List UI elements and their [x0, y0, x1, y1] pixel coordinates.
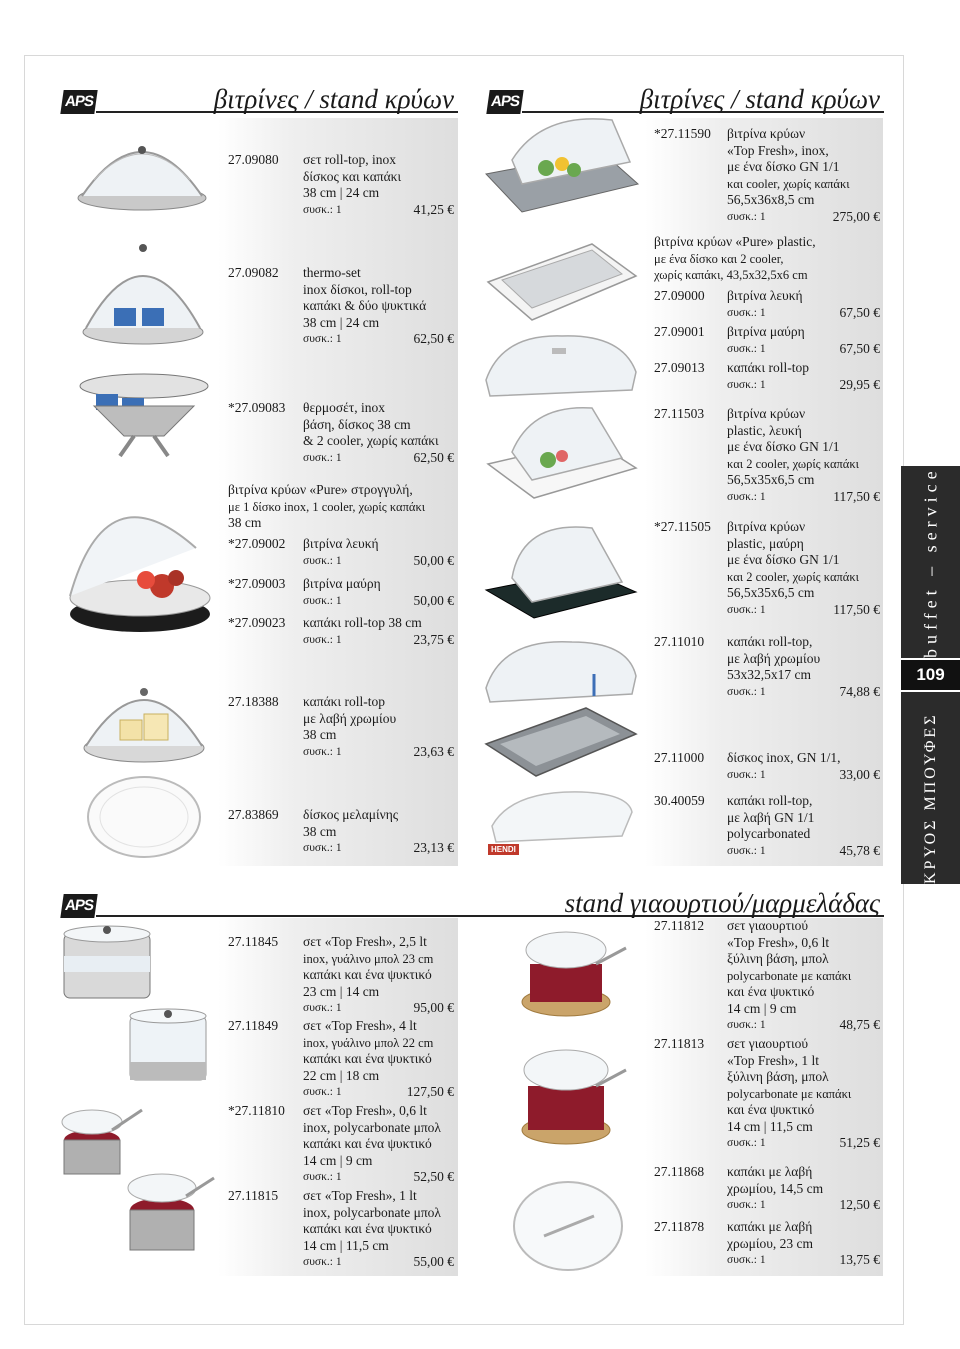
desc-line: 14 cm | 9 cm	[727, 1000, 797, 1016]
desc-line: καπάκι με λαβή	[727, 1219, 813, 1234]
desc-line: βιτρίνα κρύων	[727, 519, 806, 534]
desc-line: 22 cm | 18 cm	[303, 1067, 380, 1083]
product-description	[303, 1018, 454, 1101]
price: 23,63 €	[413, 743, 454, 759]
desc-line: 38 cm	[303, 727, 337, 742]
product-code: 27.11000	[654, 750, 705, 765]
intro-line: με ένα δίσκο και 2 cooler,	[654, 251, 784, 266]
product-code: *27.09023	[228, 615, 286, 630]
desc-line: βάση, δίσκος 38 cm	[303, 416, 411, 432]
product-description	[303, 1188, 454, 1271]
desc-line: βιτρίνα μαύρη	[303, 576, 381, 591]
price: 127,50 €	[406, 1084, 454, 1099]
product-code: 27.11815	[228, 1188, 279, 1203]
desc-line: βιτρίνα λευκή	[727, 288, 803, 303]
side-tab-greek: ΚΡΥΟΣ ΜΠΟΥΦΕΣ	[922, 712, 939, 884]
price-row	[727, 305, 880, 322]
unit-label: συσκ.: 1	[727, 768, 766, 781]
price: 48,75 €	[839, 1017, 880, 1032]
product-code: *27.11505	[654, 519, 711, 534]
price: 12,50 €	[839, 1197, 880, 1212]
product-code: *27.09003	[228, 576, 286, 591]
polycarbonate-lid-shape	[482, 786, 640, 846]
price-row	[303, 331, 454, 348]
price-row	[303, 744, 454, 761]
price: 62,50 €	[413, 449, 454, 465]
desc-line: polycarbonate με καπάκι	[727, 1086, 852, 1101]
desc-line: βιτρίνα κρύων	[727, 126, 806, 141]
desc-line: και ένα ψυκτικό	[727, 984, 815, 999]
product-description	[303, 152, 454, 218]
intro-line: βιτρίνα κρύων «Pure» στρογγυλή,	[228, 482, 413, 497]
desc-line: βιτρίνα κρύων	[727, 406, 806, 421]
product-code: 27.09001	[654, 324, 705, 339]
desc-line: με λαβή GN 1/1	[727, 809, 815, 825]
price: 67,50 €	[839, 340, 880, 356]
product-code: *27.11590	[654, 126, 711, 141]
desc-line: inox, γυάλινο μπολ 22 cm	[303, 1035, 434, 1050]
desc-line: ξύλινη βάση, μπολ	[727, 951, 829, 966]
product-description	[303, 1103, 454, 1186]
desc-line: 38 cm | 24 cm	[303, 314, 380, 330]
desc-line: σετ «Top Fresh», 2,5 lt	[303, 934, 427, 949]
unit-label: συσκ.: 1	[727, 1254, 766, 1266]
price: 62,50 €	[413, 331, 454, 346]
pure-round-display-image	[66, 488, 214, 648]
unit-label: συσκ.: 1	[303, 451, 342, 464]
yoghurt-set-1lt-image	[512, 1040, 630, 1156]
desc-line: 56,5x35x6,5 cm	[727, 585, 815, 600]
price-row	[727, 209, 880, 226]
desc-line: polycarbonated	[727, 826, 811, 841]
desc-line: και 2 cooler, χωρίς καπάκι	[727, 456, 860, 471]
desc-line: καπάκι roll-top,	[727, 793, 813, 808]
roll-top-chrome-lid-image	[80, 664, 208, 768]
price-row	[727, 341, 880, 358]
price-row	[303, 840, 454, 857]
price: 275,00 €	[832, 208, 880, 224]
price: 52,50 €	[413, 1169, 454, 1184]
desc-line: καπάκι roll-top 38 cm	[303, 615, 422, 630]
price: 45,78 €	[839, 842, 880, 858]
desc-line: σετ roll-top, inox	[303, 152, 396, 167]
desc-line: δίσκος και καπάκι	[303, 168, 402, 184]
product-description	[303, 265, 454, 348]
unit-label: συσκ.: 1	[727, 306, 766, 319]
top-fresh-4lt-image	[124, 1004, 214, 1094]
section-title: βιτρίνες / stand κρύων	[213, 84, 454, 114]
product-description	[727, 1219, 880, 1269]
unit-label: συσκ.: 1	[303, 1086, 342, 1098]
price-row	[303, 1254, 454, 1271]
unit-label: συσκ.: 1	[303, 203, 342, 216]
price-row	[303, 632, 454, 649]
intro-line: με 1 δίσκο inox, 1 cooler, χωρίς καπάκι	[228, 499, 426, 514]
price: 33,00 €	[839, 766, 880, 782]
hendi-lid-image	[482, 786, 640, 860]
desc-line: δίσκος μελαμίνης	[303, 807, 399, 822]
product-description	[303, 400, 454, 466]
melamine-tray-image	[84, 772, 204, 862]
thermo-set-base-image	[64, 362, 214, 462]
desc-line: σετ «Top Fresh», 4 lt	[303, 1018, 417, 1033]
desc-line: καπάκι με λαβή	[727, 1164, 813, 1179]
price: 41,25 €	[413, 201, 454, 217]
price: 23,75 €	[413, 631, 454, 647]
price-row	[303, 450, 454, 467]
price: 13,75 €	[839, 1252, 880, 1267]
desc-line: με λαβή χρωμίου	[303, 710, 397, 726]
desc-line: καπάκι και ένα ψυκτικό	[303, 1051, 432, 1066]
desc-line: «Top Fresh», inox,	[727, 142, 829, 158]
unit-label: συσκ.: 1	[303, 594, 342, 607]
desc-line: 14 cm | 11,5 cm	[727, 1118, 813, 1134]
product-description	[303, 934, 454, 1017]
product-code: 27.09013	[654, 360, 705, 375]
desc-line: inox, γυάλινο μπολ 23 cm	[303, 951, 434, 966]
desc-line: & 2 cooler, χωρίς καπάκι	[303, 433, 439, 448]
desc-line: 23 cm | 14 cm	[303, 983, 380, 999]
product-code: 27.09000	[654, 288, 705, 303]
product-description	[727, 1164, 880, 1214]
desc-line: σετ γιαουρτιού	[727, 918, 809, 933]
product-description	[303, 615, 454, 648]
desc-line: βιτρίνα λευκή	[303, 536, 379, 551]
desc-line: 14 cm | 11,5 cm	[303, 1237, 389, 1253]
product-description	[727, 918, 880, 1034]
unit-label: συσκ.: 1	[303, 1002, 342, 1014]
price-row	[727, 489, 880, 506]
side-tab-latin: buffet – service	[920, 466, 941, 658]
desc-line: χρωμίου, 14,5 cm	[727, 1180, 824, 1196]
price: 55,00 €	[413, 1254, 454, 1269]
desc-line: «Top Fresh», 1 lt	[727, 1052, 820, 1068]
unit-label: συσκ.: 1	[727, 603, 766, 616]
price: 95,00 €	[413, 1000, 454, 1015]
product-code: 27.11849	[228, 1018, 279, 1033]
desc-line: 38 cm	[303, 823, 337, 839]
product-code: 27.18388	[228, 694, 279, 709]
intro-line: χωρίς καπάκι, 43,5x32,5x6 cm	[654, 268, 808, 282]
price: 117,50 €	[833, 488, 880, 504]
product-description	[727, 634, 880, 700]
product-description	[727, 126, 880, 225]
desc-line: plastic, μαύρη	[727, 535, 804, 551]
price-row	[727, 602, 880, 619]
inox-gn-tray-image	[482, 704, 640, 784]
price: 50,00 €	[413, 552, 454, 568]
intro-line: βιτρίνα κρύων «Pure» plastic,	[654, 234, 816, 249]
price-row	[303, 202, 454, 219]
yoghurt-set-0-6lt-image	[512, 920, 630, 1030]
unit-label: συσκ.: 1	[727, 210, 766, 223]
desc-line: σετ γιαουρτιού	[727, 1036, 809, 1051]
desc-line: σετ «Top Fresh», 0,6 lt	[303, 1103, 427, 1118]
price-row	[303, 553, 454, 570]
desc-line: βιτρίνα μαύρη	[727, 324, 805, 339]
pure-rect-intro	[654, 234, 880, 284]
unit-label: συσκ.: 1	[303, 333, 342, 345]
product-description	[303, 576, 454, 609]
product-description	[727, 793, 880, 859]
desc-line: με ένα δίσκο GN 1/1	[727, 159, 840, 174]
price-row	[727, 1017, 880, 1034]
desc-line: 56,5x35x6,5 cm	[727, 472, 815, 487]
product-code: 27.11878	[654, 1219, 705, 1234]
desc-line: και cooler, χωρίς καπάκι	[727, 176, 850, 191]
section-title: stand γιαουρτιού/μαρμελάδας	[564, 888, 880, 918]
unit-label: συσκ.: 1	[303, 633, 342, 646]
desc-line: 14 cm | 9 cm	[303, 1152, 373, 1168]
product-code: 27.11868	[654, 1164, 705, 1179]
price-row	[303, 1084, 454, 1101]
desc-line: inox, polycarbonate μπολ	[303, 1204, 441, 1220]
page-number: 109	[901, 658, 960, 692]
pure-round-intro	[228, 482, 454, 532]
desc-line: με λαβή χρωμίου	[727, 650, 821, 666]
product-code: 30.40059	[654, 793, 705, 808]
unit-label: συσκ.: 1	[303, 554, 342, 567]
thermo-set-image	[78, 232, 208, 350]
product-description	[727, 519, 880, 618]
desc-line: δίσκος inox, GN 1/1,	[727, 750, 841, 765]
desc-line: plastic, λευκή	[727, 422, 802, 438]
product-code: 27.11813	[654, 1036, 705, 1051]
desc-line: 56,5x36x8,5 cm	[727, 192, 815, 207]
product-description	[727, 288, 880, 321]
product-code: *27.11810	[228, 1103, 285, 1118]
price-row	[727, 1252, 880, 1269]
product-description	[303, 536, 454, 569]
desc-line: και ένα ψυκτικό	[727, 1102, 815, 1117]
plastic-white-display-image	[482, 398, 640, 506]
product-code: 27.11503	[654, 406, 705, 421]
unit-label: συσκ.: 1	[727, 490, 766, 503]
unit-label: συσκ.: 1	[727, 342, 766, 355]
intro-line: 38 cm	[228, 515, 262, 530]
price-row	[303, 593, 454, 610]
product-code: *27.09083	[228, 400, 286, 415]
product-code: 27.09082	[228, 265, 279, 280]
aps-logo: APS	[486, 90, 523, 114]
price-row	[303, 1000, 454, 1017]
price: 23,13 €	[413, 840, 454, 855]
price-row	[303, 1169, 454, 1186]
side-tab	[901, 466, 960, 884]
unit-label: συσκ.: 1	[303, 842, 342, 854]
aps-logo: APS	[60, 894, 97, 918]
pure-rect-display-image	[482, 234, 640, 326]
unit-label: συσκ.: 1	[727, 1199, 766, 1211]
product-description	[727, 406, 880, 505]
desc-line: σετ «Top Fresh», 1 lt	[303, 1188, 417, 1203]
price-row	[727, 684, 880, 701]
desc-line: «Top Fresh», 0,6 lt	[727, 934, 830, 950]
chrome-handle-lid-image	[508, 1176, 628, 1276]
price-row	[727, 767, 880, 784]
unit-label: συσκ.: 1	[727, 685, 766, 698]
unit-label: συσκ.: 1	[727, 378, 766, 391]
desc-line: καπάκι και ένα ψυκτικό	[303, 1136, 432, 1151]
unit-label: συσκ.: 1	[303, 1171, 342, 1183]
desc-line: ξύλινη βάση, μπολ	[727, 1069, 829, 1084]
price: 74,88 €	[839, 683, 880, 699]
plastic-black-display-image	[482, 512, 640, 622]
aps-logo: APS	[60, 90, 97, 114]
price-row	[727, 1197, 880, 1214]
top-fresh-1lt-image	[122, 1162, 218, 1258]
product-code: 27.09080	[228, 152, 279, 167]
top-fresh-2-5lt-image	[58, 920, 158, 1010]
desc-line: polycarbonate με καπάκι	[727, 968, 852, 983]
product-code: 27.11010	[654, 634, 705, 649]
product-code: *27.09002	[228, 536, 286, 551]
product-description	[727, 360, 880, 393]
price-row	[727, 1135, 880, 1152]
roll-top-set-image	[72, 118, 212, 218]
unit-label: συσκ.: 1	[727, 844, 766, 857]
desc-line: με ένα δίσκο GN 1/1	[727, 439, 840, 454]
price: 50,00 €	[413, 592, 454, 608]
price-row	[727, 843, 880, 860]
desc-line: 53x32,5x17 cm	[727, 667, 811, 682]
product-description	[727, 324, 880, 357]
desc-line: inox, polycarbonate μπολ	[303, 1119, 441, 1135]
unit-label: συσκ.: 1	[303, 745, 342, 758]
desc-line: καπάκι και ένα ψυκτικό	[303, 967, 432, 982]
desc-line: καπάκι roll-top,	[727, 634, 813, 649]
roll-top-chrome-gn-lid-image	[482, 634, 640, 708]
top-fresh-inox-display-image	[482, 112, 640, 216]
desc-line: καπάκι & δύο ψυκτικά	[303, 298, 427, 313]
desc-line: χρωμίου, 23 cm	[727, 1235, 814, 1251]
price: 29,95 €	[839, 376, 880, 392]
desc-line: και 2 cooler, χωρίς καπάκι	[727, 569, 860, 584]
unit-label: συσκ.: 1	[727, 1019, 766, 1031]
desc-line: thermo-set	[303, 265, 361, 280]
desc-line: 38 cm | 24 cm	[303, 185, 380, 200]
product-code: 27.11812	[654, 918, 705, 933]
price: 117,50 €	[833, 601, 880, 617]
desc-line: inox δίσκοι, roll-top	[303, 281, 412, 297]
product-description	[727, 1036, 880, 1152]
price: 51,25 €	[839, 1135, 880, 1150]
desc-line: καπάκι roll-top	[303, 694, 385, 709]
desc-line: καπάκι roll-top	[727, 360, 809, 375]
pure-roll-top-lid-image	[482, 330, 640, 402]
product-description	[303, 807, 454, 857]
product-description	[727, 750, 880, 783]
product-code: 27.83869	[228, 807, 279, 822]
section-title: βιτρίνες / stand κρύων	[639, 84, 880, 114]
unit-label: συσκ.: 1	[303, 1256, 342, 1268]
price-row	[727, 377, 880, 394]
hendi-logo: HENDI	[488, 844, 519, 855]
desc-line: με ένα δίσκο GN 1/1	[727, 552, 840, 567]
product-code: 27.11845	[228, 934, 279, 949]
price: 67,50 €	[839, 304, 880, 320]
desc-line: καπάκι και ένα ψυκτικό	[303, 1221, 432, 1236]
unit-label: συσκ.: 1	[727, 1137, 766, 1149]
product-description	[303, 694, 454, 760]
desc-line: θερμοσέτ, inox	[303, 400, 385, 415]
